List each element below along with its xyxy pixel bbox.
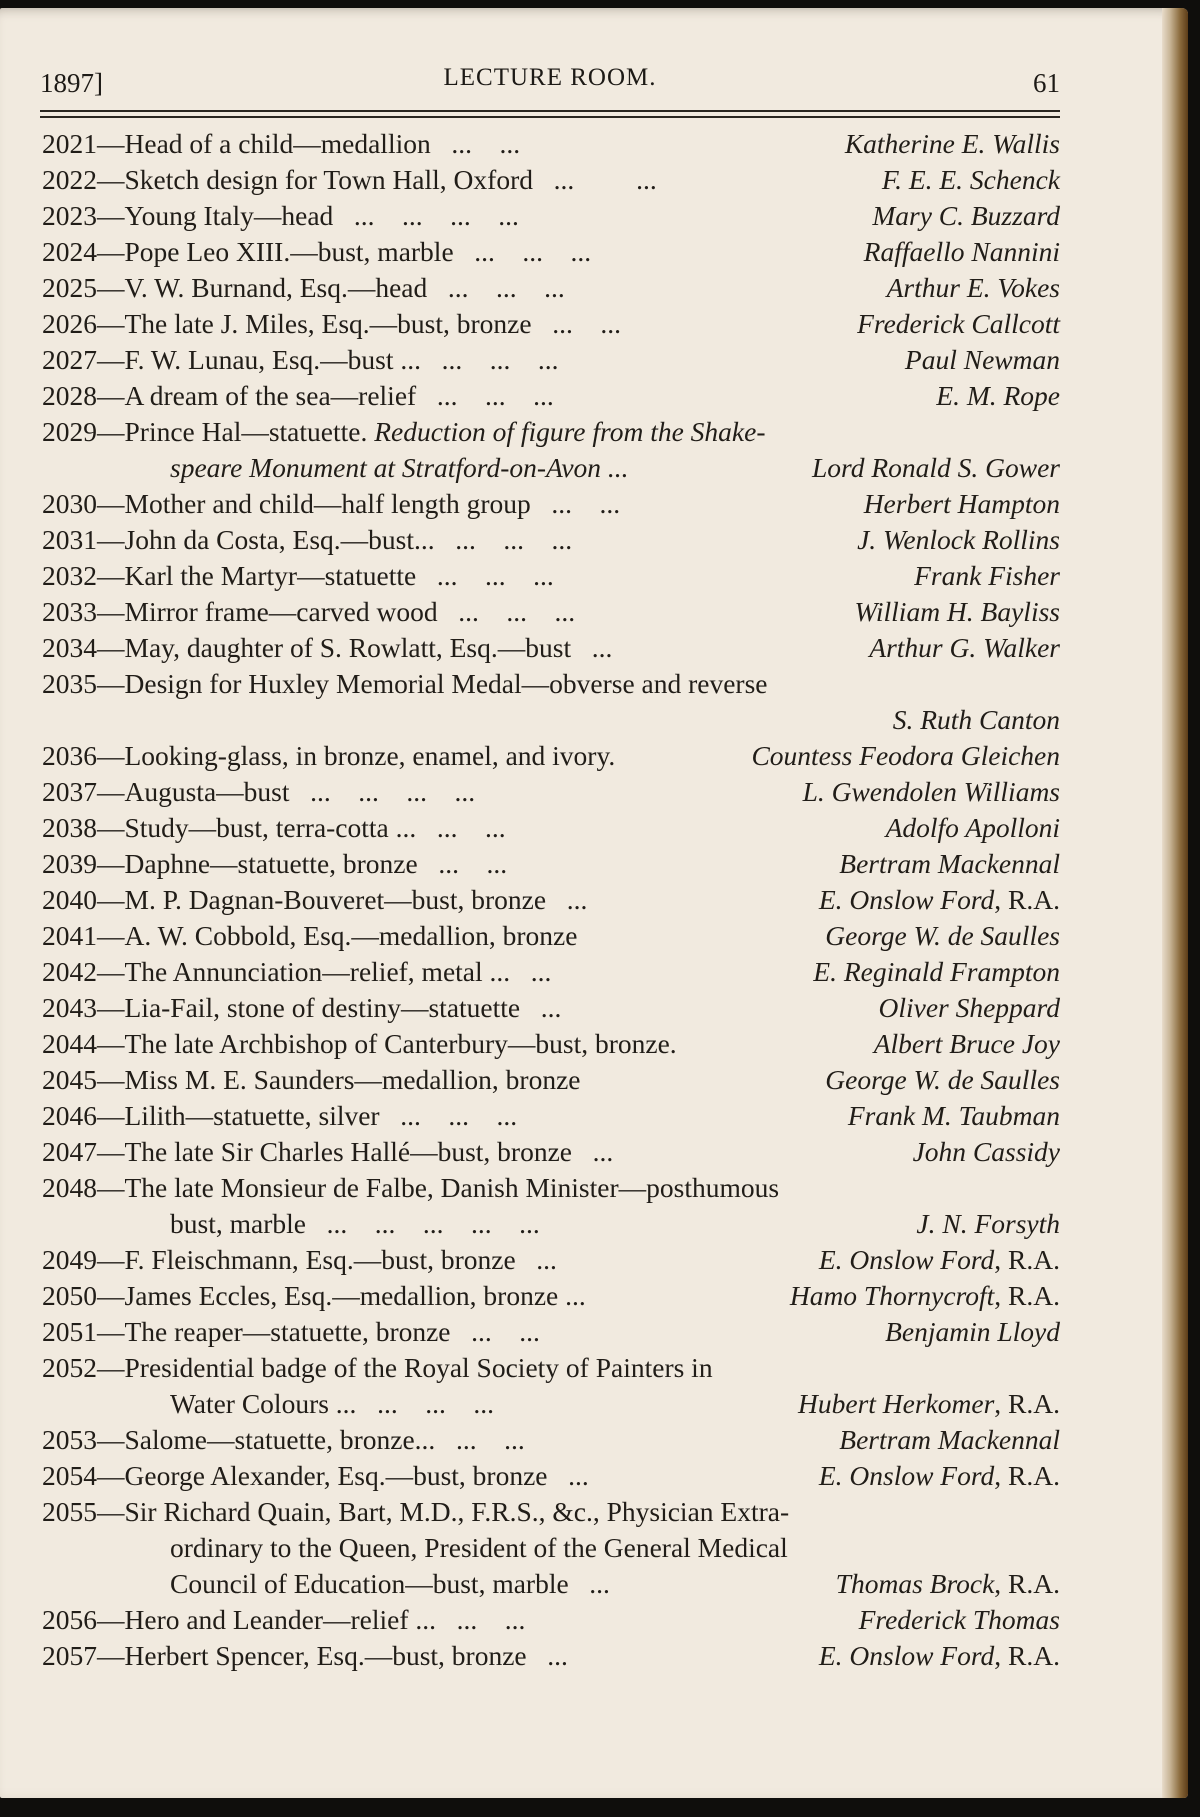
entry-description: George Alexander, Esq.—bust, bronze [124, 1460, 548, 1491]
entry-artist [859, 1602, 1060, 1638]
catalogue-entry [42, 846, 1060, 882]
catalogue-entry [42, 558, 1060, 594]
artist-name: Bertram Mackennal [839, 1424, 1060, 1455]
entry-description: Sir Richard Quain, Bart, M.D., F.R.S., &c., Physician Extra- [124, 1496, 790, 1527]
entry-description: A. W. Cobbold, Esq.—medallion, bronze [124, 920, 578, 951]
leader-dots: ... ... ... [421, 344, 559, 375]
entry-description: Study—bust, terra-cotta ... [124, 812, 417, 843]
artist-name: F. E. E. Schenck [881, 164, 1060, 195]
artist-name: E. M. Rope [936, 380, 1060, 411]
catalogue-entry [42, 378, 1060, 414]
entry-description-italic: speare Monument at Stratford-on-Avon ... [170, 452, 629, 483]
catalogue-entry [42, 738, 1060, 774]
entry-number: 2048— [42, 1172, 125, 1203]
artist-name: E. Onslow Ford [818, 1640, 995, 1671]
entry-description: Young Italy—head [124, 200, 334, 231]
entry-number: 2047— [42, 1136, 125, 1167]
entry-artist [874, 1026, 1060, 1062]
leader-dots: ... [510, 956, 552, 987]
entry-artist [819, 1242, 1060, 1278]
catalogue-entry [42, 1278, 1060, 1314]
entry-artist [812, 450, 1060, 486]
entry-description: The late J. Miles, Esq.—bust, bronze [124, 308, 532, 339]
entry-continuation [42, 450, 1060, 486]
entry-description: V. W. Burnand, Esq.—head [124, 272, 428, 303]
artist-name: Thomas Brock [835, 1568, 995, 1599]
header-rule-thin [40, 116, 1060, 118]
entry-artist [798, 1386, 1060, 1422]
entry-description: The Annunciation—relief, metal ... [124, 956, 511, 987]
entry-number: 2050— [42, 1280, 125, 1311]
catalogue-entry [42, 1134, 1060, 1170]
catalogue-entry [42, 918, 1060, 954]
entry-description-italic: Reduction of figure from the Shake- [374, 416, 766, 447]
entry-description: Mirror frame—carved wood [124, 596, 438, 627]
entry-number: 2033— [42, 596, 125, 627]
artist-name: Hubert Herkomer [798, 1388, 995, 1419]
entry-description: F. Fleischmann, Esq.—bust, bronze [124, 1244, 516, 1275]
entry-artist [869, 630, 1060, 666]
entry-description: Prince Hal—statuette. [124, 416, 375, 447]
entry-number: 2056— [42, 1604, 125, 1635]
leader-dots: ... ... ... [427, 272, 565, 303]
artist-name: Frank Fisher [914, 560, 1060, 591]
entry-number: 2034— [42, 632, 125, 663]
book-edge [1162, 8, 1188, 1798]
entry-artist [913, 1134, 1060, 1170]
leader-dots: ... ... [417, 848, 508, 879]
entry-description: Augusta—bust [124, 776, 290, 807]
catalogue-entry [42, 234, 1060, 270]
artist-name: E. Onslow Ford [818, 1460, 995, 1491]
entry-artist [813, 954, 1060, 990]
catalogue-entry [42, 306, 1060, 342]
leader-dots: ... ... ... [416, 380, 554, 411]
artist-suffix: , R.A. [994, 1244, 1060, 1275]
entry-number: 2025— [42, 272, 125, 303]
leader-dots: ... ... ... [379, 1100, 518, 1131]
entry-number: 2041— [42, 920, 125, 951]
entry-number: 2053— [42, 1424, 125, 1455]
entry-artist [905, 342, 1060, 378]
artist-name: Arthur E. Vokes [886, 272, 1060, 303]
catalogue-entry [42, 882, 1060, 918]
artist-suffix: , R.A. [994, 1640, 1060, 1671]
entry-number: 2026— [42, 308, 125, 339]
entry-number: 2044— [42, 1028, 125, 1059]
entry-artist [839, 1422, 1060, 1458]
leader-dots: ... ... ... ... ... [305, 1208, 540, 1239]
leader-dots: ... [568, 1568, 610, 1599]
entry-description: Council of Education—bust, marble [170, 1568, 569, 1599]
entry-number: 2040— [42, 884, 125, 915]
entry-number: 2039— [42, 848, 125, 879]
entry-number: 2042— [42, 956, 125, 987]
artist-name: Benjamin Lloyd [885, 1316, 1060, 1347]
catalogue-entry [42, 1242, 1060, 1278]
entry-number: 2046— [42, 1100, 125, 1131]
entry-description: The late Archbishop of Canterbury—bust, bronze. [124, 1028, 677, 1059]
entry-number: 2055— [42, 1496, 125, 1527]
leader-dots: ... ... ... ... [289, 776, 476, 807]
leader-dots: ... ... [436, 1604, 526, 1635]
leader-dots: ... ... ... [416, 560, 554, 591]
catalogue-entry [42, 126, 1060, 162]
entry-artist [936, 378, 1060, 414]
entry-description: Mother and child—half length group [124, 488, 531, 519]
leader-dots: ... ... [450, 1316, 540, 1347]
leader-dots: ... ... ... ... [333, 200, 519, 231]
artist-name: Katherine E. Wallis [844, 128, 1060, 159]
artist-name: J. Wenlock Rollins [857, 524, 1060, 555]
entry-continuation [42, 1206, 1060, 1242]
entry-artist [845, 126, 1060, 162]
entry-number: 2057— [42, 1640, 125, 1671]
entry-description: Lia-Fail, stone of destiny—statuette [124, 992, 521, 1023]
artist-suffix: , R.A. [994, 1388, 1060, 1419]
entry-description: Lilith—statuette, silver [124, 1100, 380, 1131]
entry-description: M. P. Dagnan-Bouveret—bust, bronze [124, 884, 547, 915]
entry-number: 2038— [42, 812, 125, 843]
catalogue-entry [42, 630, 1060, 666]
entry-artist [878, 990, 1060, 1026]
entry-artist [887, 270, 1060, 306]
entry-artist [751, 738, 1060, 774]
catalogue-entry [42, 414, 1060, 450]
artist-name: Oliver Sheppard [878, 992, 1060, 1023]
leader-dots: ... ... ... [437, 596, 576, 627]
artist-name: Frederick Callcott [857, 308, 1060, 339]
leader-dots: ... ... ... [434, 524, 573, 555]
artist-name: E. Reginald Frampton [813, 956, 1060, 987]
catalogue-entry [42, 522, 1060, 558]
entry-description: The late Monsieur de Falbe, Danish Minister—posthumous [124, 1172, 780, 1203]
entry-description: Head of a child—medallion [124, 128, 431, 159]
entry-artist [886, 810, 1060, 846]
entry-artist [790, 1278, 1060, 1314]
entry-artist [825, 918, 1060, 954]
leader-dots: ... [547, 1460, 589, 1491]
catalogue-entry [42, 1350, 1060, 1386]
artist-suffix: , R.A. [994, 884, 1060, 915]
entry-artist [836, 1566, 1060, 1602]
leader-dots: ... [572, 1136, 614, 1167]
entry-continuation [42, 1530, 1060, 1566]
leader-dots: ... ... [416, 812, 506, 843]
entry-artist [885, 1314, 1060, 1350]
leader-dots: ... [515, 1244, 557, 1275]
artist-name: George W. de Saulles [825, 920, 1060, 951]
catalogue-entry [42, 1638, 1060, 1674]
artist-name: Bertram Mackennal [839, 848, 1060, 879]
entry-artist [855, 594, 1061, 630]
artist-name: Frederick Thomas [858, 1604, 1060, 1635]
entry-artist [839, 846, 1060, 882]
entry-artist [819, 882, 1060, 918]
artist-name: E. Onslow Ford [818, 1244, 995, 1275]
entry-description: John da Costa, Esq.—bust... [124, 524, 435, 555]
entry-description: James Eccles, Esq.—medallion, bronze ... [124, 1280, 586, 1311]
catalogue-entry [42, 954, 1060, 990]
entry-artist [825, 1062, 1060, 1098]
catalogue-entry [42, 486, 1060, 522]
leader-dots: ... [546, 884, 588, 915]
leader-dots: ... [571, 632, 613, 663]
catalogue-entry [42, 1458, 1060, 1494]
entry-description: A dream of the sea—relief [124, 380, 417, 411]
entry-description: Sketch design for Town Hall, Oxford [124, 164, 533, 195]
leader-dots: ... ... [430, 128, 521, 159]
entry-continuation [42, 1566, 1060, 1602]
entry-description: Water Colours ... [170, 1388, 357, 1419]
entry-artist [916, 1206, 1060, 1242]
artist-name: Paul Newman [904, 344, 1060, 375]
artist-name: William H. Bayliss [854, 596, 1060, 627]
artist-name: S. Ruth Canton [892, 704, 1060, 735]
artist-suffix: , R.A. [994, 1568, 1060, 1599]
catalogue-entry [42, 270, 1060, 306]
artist-suffix: , R.A. [994, 1460, 1060, 1491]
catalogue-entry [42, 810, 1060, 846]
entry-artist [803, 774, 1060, 810]
header-title: LECTURE ROOM. [443, 64, 657, 91]
artist-name: Raffaello Nannini [863, 236, 1060, 267]
artist-name: L. Gwendolen Williams [802, 776, 1060, 807]
catalogue-page [0, 8, 1188, 1798]
entry-number: 2043— [42, 992, 125, 1023]
leader-dots: ... ... [532, 164, 657, 195]
leader-dots: ... [520, 992, 562, 1023]
entry-number: 2022— [42, 164, 125, 195]
catalogue-entry [42, 1026, 1060, 1062]
catalogue-entry [42, 1494, 1060, 1530]
artist-name: Hamo Thornycroft [789, 1280, 995, 1311]
catalogue-entry [42, 666, 1060, 702]
artist-name: Mary C. Buzzard [872, 200, 1060, 231]
entry-description: Looking-glass, in bronze, enamel, and ivory. [124, 740, 616, 771]
artist-name: George W. de Saulles [825, 1064, 1060, 1095]
entry-artist [857, 306, 1060, 342]
leader-dots: ... [526, 1640, 568, 1671]
entry-number: 2054— [42, 1460, 125, 1491]
leader-dots: ... ... [435, 1424, 525, 1455]
artist-name: Herbert Hampton [863, 488, 1060, 519]
catalogue-entry [42, 774, 1060, 810]
entry-description: Salome—statuette, bronze... [124, 1424, 436, 1455]
catalogue-entry [42, 342, 1060, 378]
entry-artist [864, 486, 1060, 522]
artist-name: Frank M. Taubman [847, 1100, 1060, 1131]
entry-description: The late Sir Charles Hallé—bust, bronze [124, 1136, 573, 1167]
artist-name: Adolfo Apolloni [885, 812, 1060, 843]
entry-description: Daphne—statuette, bronze [124, 848, 418, 879]
entry-list [42, 126, 1060, 1674]
entry-continuation [42, 702, 1060, 738]
catalogue-entry [42, 1170, 1060, 1206]
entry-artist [864, 234, 1060, 270]
entry-number: 2027— [42, 344, 125, 375]
entry-artist [848, 1098, 1060, 1134]
entry-number: 2032— [42, 560, 125, 591]
artist-name: E. Onslow Ford [818, 884, 995, 915]
entry-number: 2051— [42, 1316, 125, 1347]
leader-dots: ... ... [530, 488, 621, 519]
catalogue-entry [42, 1602, 1060, 1638]
entry-description: Herbert Spencer, Esq.—bust, bronze [124, 1640, 527, 1671]
catalogue-entry [42, 1062, 1060, 1098]
artist-name: Arthur G. Walker [869, 632, 1060, 663]
entry-description: Hero and Leander—relief ... [124, 1604, 437, 1635]
catalogue-entry [42, 162, 1060, 198]
entry-number: 2021— [42, 128, 125, 159]
entry-number: 2024— [42, 236, 125, 267]
leader-dots: ... ... ... [356, 1388, 494, 1419]
entry-description: May, daughter of S. Rowlatt, Esq.—bust [124, 632, 572, 663]
entry-description: Presidential badge of the Royal Society of Painters in [124, 1352, 713, 1383]
entry-artist [882, 162, 1060, 198]
entry-number: 2036— [42, 740, 125, 771]
catalogue-entry [42, 198, 1060, 234]
entry-description: bust, marble [170, 1208, 306, 1239]
entry-description: Pope Leo XIII.—bust, marble [124, 236, 454, 267]
leader-dots: ... ... ... [453, 236, 592, 267]
entry-description: Design for Huxley Memorial Medal—obverse and reverse [124, 668, 768, 699]
header-rule [40, 110, 1060, 112]
entry-description: ordinary to the Queen, President of the General Medical [170, 1532, 788, 1563]
artist-name: Lord Ronald S. Gower [811, 452, 1060, 483]
entry-description: Karl the Martyr—statuette [124, 560, 417, 591]
entry-number: 2035— [42, 668, 125, 699]
entry-artist [872, 198, 1060, 234]
entry-description: Miss M. E. Saunders—medallion, bronze [124, 1064, 581, 1095]
entry-artist [819, 1638, 1060, 1674]
entry-description: F. W. Lunau, Esq.—bust ... [124, 344, 421, 375]
page-header [40, 60, 1060, 104]
catalogue-entry [42, 1422, 1060, 1458]
entry-number: 2052— [42, 1352, 125, 1383]
entry-description: The reaper—statuette, bronze [124, 1316, 451, 1347]
entry-number: 2045— [42, 1064, 125, 1095]
entry-artist [819, 1458, 1060, 1494]
artist-name: Countess Feodora Gleichen [751, 740, 1060, 771]
artist-name: John Cassidy [912, 1136, 1060, 1167]
entry-continuation [42, 1386, 1060, 1422]
artist-name: Albert Bruce Joy [873, 1028, 1060, 1059]
entry-artist [893, 702, 1060, 738]
entry-number: 2028— [42, 380, 125, 411]
header-year: 1897] [40, 68, 103, 98]
catalogue-entry [42, 990, 1060, 1026]
catalogue-entry [42, 594, 1060, 630]
leader-dots: ... ... [531, 308, 621, 339]
entry-number: 2029— [42, 416, 125, 447]
entry-number: 2030— [42, 488, 125, 519]
entry-artist [914, 558, 1060, 594]
page-number: 61 [1033, 68, 1060, 98]
artist-name: J. N. Forsyth [916, 1208, 1060, 1239]
catalogue-entry [42, 1098, 1060, 1134]
catalogue-entry [42, 1314, 1060, 1350]
entry-number: 2037— [42, 776, 125, 807]
entry-number: 2031— [42, 524, 125, 555]
artist-suffix: , R.A. [994, 1280, 1060, 1311]
entry-number: 2049— [42, 1244, 125, 1275]
entry-artist [857, 522, 1060, 558]
entry-number: 2023— [42, 200, 125, 231]
